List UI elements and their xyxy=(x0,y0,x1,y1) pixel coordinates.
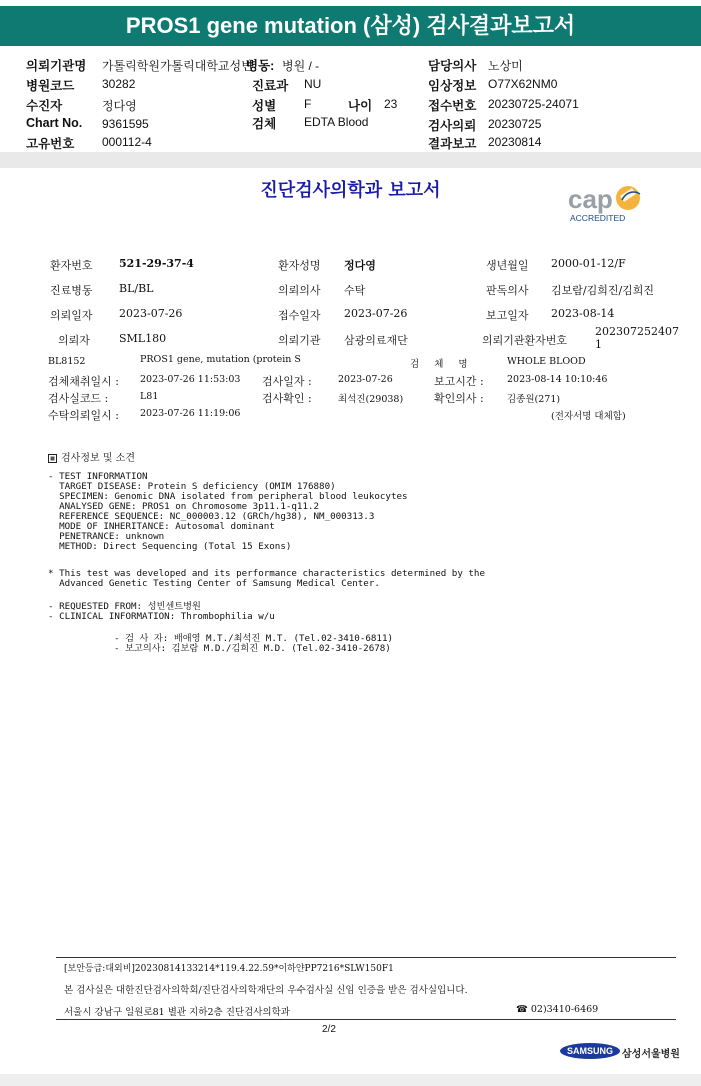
section-heading-text: 검사정보 및 소견 xyxy=(61,453,135,464)
value-confirming-doctor: 김종원(271) xyxy=(507,394,561,405)
label-accession-number: 접수번호 xyxy=(428,99,477,113)
cap-logo-text: cap xyxy=(568,184,613,214)
label-collection-time: 검체채취일시 : xyxy=(48,375,119,388)
bottom-band xyxy=(0,1074,701,1086)
value-care-ward: BL/BL xyxy=(119,282,154,295)
header-info xyxy=(0,52,701,152)
checkbox-icon xyxy=(48,454,57,463)
label-requester: 의뢰자 xyxy=(58,334,90,347)
label-specimen-name: 검 체 명 xyxy=(410,359,474,370)
value-specimen-name: WHOLE BLOOD xyxy=(507,356,586,367)
label-consignment-time: 수탁의뢰일시 : xyxy=(48,409,119,422)
value-reading-doctor: 김보람/김희진/김희진 xyxy=(551,284,655,297)
label-patient-number: 환자번호 xyxy=(50,259,93,272)
report-title-bar: PROS1 gene mutation (삼성) 검사결과보고서 xyxy=(0,6,701,46)
label-patient-name: 환자성명 xyxy=(278,259,321,272)
footer-bottom-rule xyxy=(56,1019,676,1020)
value-request-date: 2023-07-26 xyxy=(119,307,183,320)
lab-phone: ☎ 02)3410-6469 xyxy=(516,1004,599,1015)
label-result-report: 결과보고 xyxy=(428,137,477,151)
value-accession-number: 20230725-24071 xyxy=(488,97,579,111)
staff-line: - 검 사 자: 배애영 M.T./최석진 M.T. (Tel.02-3410-6811) xyxy=(114,633,394,644)
value-report-time: 2023-08-14 10:10:46 xyxy=(507,374,608,385)
label-care-ward: 진료병동 xyxy=(50,284,93,297)
value-ward: 병원 / - xyxy=(282,59,320,73)
test-code: BL8152 xyxy=(48,356,86,367)
label-org-patient-number: 의뢰기관환자번호 xyxy=(482,334,568,347)
value-age: 23 xyxy=(384,97,398,111)
value-lab-code: L81 xyxy=(140,391,159,402)
label-attending-doctor: 담당의사 xyxy=(428,59,477,73)
label-specimen: 검체 xyxy=(252,117,277,131)
label-department: 진료과 xyxy=(252,79,289,93)
value-consignment-time: 2023-07-26 11:19:06 xyxy=(140,408,241,419)
info-line: SPECIMEN: Genomic DNA isolated from peripheral blood leukocytes xyxy=(48,491,408,502)
value-requesting-org: 삼광의료재단 xyxy=(344,334,408,347)
staff-line: - 보고의사: 김보람 M.D./김희진 M.D. (Tel.02-3410-2678) xyxy=(114,643,391,654)
label-chart-no: Chart No. xyxy=(26,116,83,130)
info-line: ANALYSED GENE: PROS1 on Chromosome 3p11.1-q11.2 xyxy=(48,501,320,512)
label-request-date: 의뢰일자 xyxy=(50,309,93,322)
staff-info xyxy=(114,634,393,654)
request-line: - REQUESTED FROM: 성빈센트병원 xyxy=(48,601,201,612)
electronic-signature-note: (전자서명 대체함) xyxy=(551,411,626,422)
value-sex: F xyxy=(304,97,312,111)
value-patient-name: 정다영 xyxy=(344,259,376,272)
value-org-patient-number-line2: 1 xyxy=(595,338,602,351)
info-line: METHOD: Direct Sequencing (Total 15 Exons) xyxy=(48,541,292,552)
value-department: NU xyxy=(304,77,322,91)
label-age: 나이 xyxy=(348,99,373,113)
cap-logo-subtext: ACCREDITED xyxy=(570,213,626,223)
test-name: PROS1 gene, mutation (protein S xyxy=(140,354,301,365)
value-collection-time: 2023-07-26 11:53:03 xyxy=(140,374,241,385)
value-clinical-info: O77X62NM0 xyxy=(488,77,558,91)
cap-accredited-logo xyxy=(566,182,662,226)
value-hospital-code: 30282 xyxy=(102,77,136,91)
value-test-confirm: 최석진(29038) xyxy=(338,394,404,405)
label-reading-doctor: 판독의사 xyxy=(486,284,529,297)
label-report-date: 보고일자 xyxy=(486,309,529,322)
value-receipt-date: 2023-07-26 xyxy=(344,307,408,320)
label-unique-number: 고유번호 xyxy=(26,137,75,151)
value-birth-date: 2000-01-12/F xyxy=(551,257,626,270)
development-note xyxy=(48,569,485,589)
label-receipt-date: 접수일자 xyxy=(278,309,321,322)
value-org-patient-number-line1: 202307252407 xyxy=(595,325,679,338)
value-patient-number: 521-29-37-4 xyxy=(119,257,194,270)
label-lab-code: 검사실코드 : xyxy=(48,392,109,405)
lab-address: 서울시 강남구 일원로81 별관 지하2층 진단검사의학과 xyxy=(64,1007,290,1018)
footer-top-rule xyxy=(56,957,676,958)
value-requesting-institution: 가톨릭학원가톨릭대학교성빈 xyxy=(102,59,253,73)
value-unique-number: 000112-4 xyxy=(102,135,152,149)
info-line: - TEST INFORMATION xyxy=(48,471,148,482)
note-line: * This test was developed and its performance characteristics determined by the xyxy=(48,568,485,579)
samsung-logo: SAMSUNG xyxy=(560,1043,620,1059)
value-patient: 정다영 xyxy=(102,99,137,113)
page-number: 2/2 xyxy=(322,1024,336,1035)
label-sex: 성별 xyxy=(252,99,277,113)
info-line: TARGET DISEASE: Protein S deficiency (OMIM 176880) xyxy=(48,481,336,492)
value-report-date: 2023-08-14 xyxy=(551,307,615,320)
label-test-date: 검사일자 : xyxy=(262,375,312,388)
value-result-report: 20230814 xyxy=(488,135,542,149)
label-requesting-institution: 의뢰기관명 xyxy=(26,59,87,73)
value-test-request: 20230725 xyxy=(488,117,542,131)
info-line: PENETRANCE: unknown xyxy=(48,531,165,542)
label-birth-date: 생년월일 xyxy=(486,259,529,272)
header-separator-band xyxy=(0,152,701,168)
hospital-name: 삼성서울병원 xyxy=(622,1049,680,1060)
certification-statement: 본 검사실은 대한진단검사의학회/진단검사의학재단의 우수검사실 신임 인증을 받은 검사실입니다. xyxy=(64,985,468,996)
label-requesting-doctor: 의뢰의사 xyxy=(278,284,321,297)
security-stamp: [보안등급:대외비]20230814133214*119.4.22.59*이하얀PP7216*SLW150F1 xyxy=(64,964,394,974)
value-requesting-doctor: 수탁 xyxy=(344,284,366,297)
section-heading xyxy=(48,449,135,464)
value-attending-doctor: 노상미 xyxy=(488,59,523,73)
info-line: REFERENCE SEQUENCE: NC_000003.12 (GRCh/hg38), NM_000313.3 xyxy=(48,511,375,522)
label-test-confirm: 검사확인 : xyxy=(262,392,312,405)
label-report-time: 보고시간 : xyxy=(434,375,484,388)
request-line: - CLINICAL INFORMATION: Thrombophilia w/u xyxy=(48,611,275,622)
value-test-date: 2023-07-26 xyxy=(338,374,393,385)
label-requesting-org: 의뢰기관 xyxy=(278,334,321,347)
info-line: MODE OF INHERITANCE: Autosomal dominant xyxy=(48,521,275,532)
label-confirming-doctor: 확인의사 : xyxy=(434,392,484,405)
lab-report-title: 진단검사의학과 보고서 xyxy=(260,180,441,201)
value-requester: SML180 xyxy=(119,332,167,345)
label-clinical-info: 임상정보 xyxy=(428,79,477,93)
value-chart-no: 9361595 xyxy=(102,117,149,131)
label-test-request: 검사의뢰 xyxy=(428,119,477,133)
test-information-block xyxy=(48,472,408,552)
value-specimen: EDTA Blood xyxy=(304,115,369,129)
label-ward: 병동: xyxy=(246,59,275,73)
note-line: Advanced Genetic Testing Center of Samsung Medical Center. xyxy=(48,578,380,589)
label-patient: 수진자 xyxy=(26,99,63,113)
request-info xyxy=(48,602,275,622)
label-hospital-code: 병원코드 xyxy=(26,79,75,93)
